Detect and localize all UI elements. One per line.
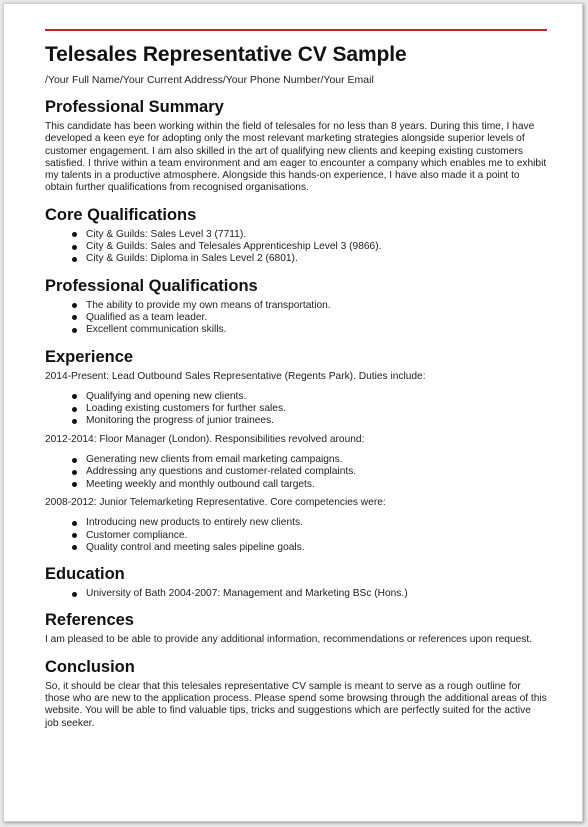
experience-title: 2014-Present: Lead Outbound Sales Representative (Regents Park). Duties include: — [45, 370, 426, 382]
bullet-icon — [72, 458, 77, 463]
list-item — [86, 403, 547, 415]
list-item-text: City & Guilds: Sales Level 3 (7711). — [86, 228, 247, 240]
bullet-icon — [72, 232, 77, 237]
bullet-icon — [72, 245, 77, 250]
contact-line: /Your Full Name/Your Current Address/Your Phone Number/Your Email — [45, 74, 374, 86]
list-item — [86, 588, 547, 600]
bullet-icon — [72, 419, 77, 424]
section-heading-education: Education — [45, 565, 125, 584]
list-item-text: Loading existing customers for further sales. — [86, 403, 286, 415]
list-item — [86, 391, 547, 403]
education-list — [45, 588, 547, 600]
bullet-icon — [72, 592, 77, 597]
core-qualifications-list — [45, 229, 547, 266]
experience-entry — [45, 434, 547, 491]
cv-page — [3, 3, 583, 822]
section-heading-core-qualifications: Core Qualifications — [45, 205, 197, 224]
list-item-text: Introducing new products to entirely new clients. — [86, 517, 303, 529]
bullet-icon — [72, 407, 77, 412]
list-item — [86, 530, 547, 542]
experience-duties-list — [45, 391, 547, 428]
list-item — [86, 229, 547, 241]
list-item — [86, 312, 547, 324]
list-item-text: Monitoring the progress of junior trainees. — [86, 415, 275, 427]
section-heading-conclusion: Conclusion — [45, 657, 135, 676]
bullet-icon — [72, 303, 77, 308]
summary-text: This candidate has been working within the field of telesales for no less than 8 years. During this time, I have developed a keen eye for adopting only the most relevant marketing strategies alongside superior levels of customer engagement. I am also skilled in the art of qualifying new clients and keeping existing customers satisfied. I thrive within a team environment and am eager to encounter a company which enables me to exhibit my talents in a productive atmosphere. Alongside this hands-on experience, I have also made it a point to obtain further qualifications from recognised organisations. — [45, 121, 547, 194]
bullet-icon — [72, 545, 77, 550]
list-item — [86, 241, 547, 253]
conclusion-text: So, it should be clear that this telesales representative CV sample is meant to serve as a rough outline for those who are new to the application process. Please spend some browsing through the additional areas of this website. You will be able to find valuable tips, tricks and suggestions which are perfectly suited for the active job seeker. — [45, 680, 547, 729]
bullet-icon — [72, 482, 77, 487]
cv-content — [45, 42, 547, 730]
bullet-icon — [72, 394, 77, 399]
list-item-text: Qualified as a team leader. — [86, 311, 208, 323]
header-rule — [45, 29, 547, 31]
section-heading-references: References — [45, 611, 134, 630]
list-item-text: Addressing any questions and customer-related complaints. — [86, 466, 357, 478]
list-item — [86, 454, 547, 466]
list-item — [86, 324, 547, 336]
list-item-text: City & Guilds: Diploma in Sales Level 2 (6801). — [86, 253, 298, 265]
professional-qualifications-list — [45, 300, 547, 337]
bullet-icon — [72, 315, 77, 320]
list-item-text: The ability to provide my own means of transportation. — [86, 299, 331, 311]
references-text: I am pleased to be able to provide any additional information, recommendations or references upon request. — [45, 634, 533, 646]
list-item-text: City & Guilds: Sales and Telesales Apprenticeship Level 3 (9866). — [86, 241, 382, 253]
page-title: Telesales Representative CV Sample — [45, 43, 407, 66]
list-item-text: Meeting weekly and monthly outbound call targets. — [86, 478, 315, 490]
section-heading-experience: Experience — [45, 347, 134, 366]
bullet-icon — [72, 533, 77, 538]
list-item — [86, 479, 547, 491]
list-item-text: Qualifying and opening new clients. — [86, 390, 247, 402]
list-item — [86, 517, 547, 529]
experience-duties-list — [45, 454, 547, 491]
list-item-text: Generating new clients from email marketing campaigns. — [86, 454, 343, 466]
bullet-icon — [72, 257, 77, 262]
experience-title: 2012-2014: Floor Manager (London). Responsibilities revolved around: — [45, 433, 365, 445]
bullet-icon — [72, 470, 77, 475]
experience-duties-list — [45, 517, 547, 554]
experience-title: 2008-2012: Junior Telemarketing Representative. Core competencies were: — [45, 496, 386, 508]
list-item — [86, 415, 547, 427]
section-heading-summary: Professional Summary — [45, 98, 224, 116]
bullet-icon — [72, 328, 77, 333]
section-heading-professional-qualifications: Professional Qualifications — [45, 276, 258, 295]
list-item — [86, 300, 547, 312]
experience-entry — [45, 371, 547, 428]
list-item-text: Customer compliance. — [86, 529, 188, 541]
list-item-text: University of Bath 2004-2007: Management and Marketing BSc (Hons.) — [86, 588, 408, 600]
list-item-text: Quality control and meeting sales pipeline goals. — [86, 541, 305, 553]
bullet-icon — [72, 521, 77, 526]
list-item — [86, 253, 547, 265]
list-item — [86, 466, 547, 478]
list-item — [86, 542, 547, 554]
experience-entry — [45, 497, 547, 554]
list-item-text: Excellent communication skills. — [86, 324, 227, 336]
